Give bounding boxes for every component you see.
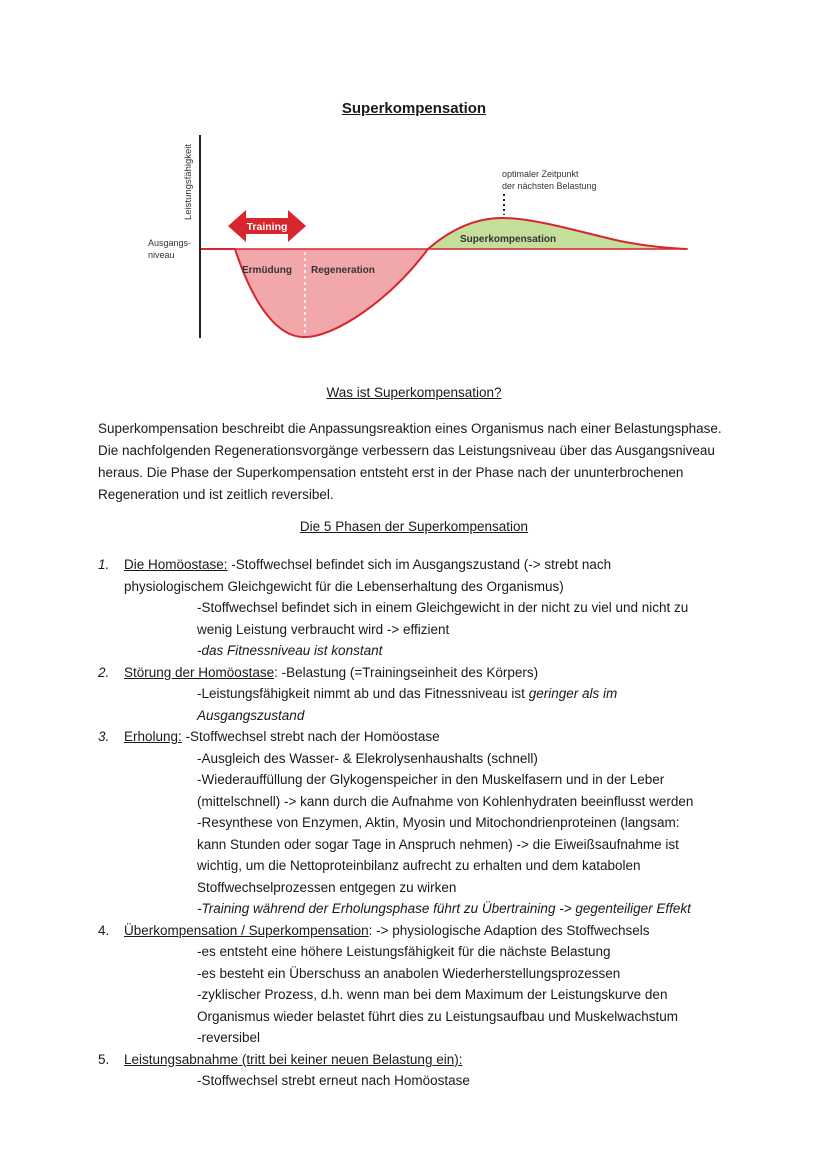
phase-2-title: Störung der Homöostase [124,664,275,680]
phase-5-sub: -Stoffwechsel strebt erneut nach Homöostase [197,1073,470,1088]
phase-4-sub: -es entsteht eine höhere Leistungsfähigkeit für die nächste Belastung [197,944,611,959]
phase-1-sub: wenig Leistung verbraucht wird -> effizient [197,621,450,637]
phase-3-number: 3. [98,729,110,744]
phase-3-sub: kann Stunden oder sogar Tage in Anspruch nehmen) -> die Eiweißsaufnahme ist [197,836,679,852]
y-axis-label: Leistungsfähigkeit [183,143,194,220]
phases-heading: Die 5 Phasen der Superkompensation [299,519,529,534]
phase-2-sub: -Leistungsfähigkeit nimmt ab und das Fitnessniveau ist geringer als im [197,686,618,701]
phase-4-sub: -zyklischer Prozess, d.h. wenn man bei dem Maximum der Leistungskurve den [197,987,668,1002]
phase-2-line: Störung der Homöostase: -Belastung (=Trainingseinheit des Körpers) [124,664,539,680]
phase-4-sub: -reversibel [197,1030,261,1045]
superkompensation-diagram [130,130,700,345]
phase-1-number: 1. [98,557,110,572]
intro-paragraph: Superkompensation beschreibt die Anpassungsreaktion eines Organismus nach einer Belastungsphase. Die nachfolgenden Regenerationsvorgänge verbessern das Leistungsniveau über das Ausgangsniveau heraus. Die Phase der Superkompensation entsteht erst in der Phase nach der ununterbrochenen Regeneration und ist zeitlich reversibel. [98,421,722,502]
phase-3-sub: -Wiederauffüllung der Glykogenspeicher in den Muskelfasern und in der Leber [197,772,665,787]
phase-5-title: Leistungsabnahme (tritt bei keiner neuen Belastung ein): [124,1051,463,1067]
superkompensation-label: Superkompensation [460,234,557,245]
phase-4-title: Überkompensation / Superkompensation [124,922,369,938]
ermuedung-label: Ermüdung [242,265,292,276]
phase-3-sub: (mittelschnell) -> kann durch die Aufnahme von Kohlenhydraten beeinflusst werden [197,793,694,809]
document-title: Superkompensation [341,100,487,117]
phase-1-title: Die Homöostase: [124,557,228,572]
phase-3-title: Erholung: [124,729,182,744]
phase-1-sub-italic: -das Fitnessniveau ist konstant [197,643,383,658]
phase-4-sub: Organismus wieder belastet führt dies zu Leistungsaufbau und Muskelwachstum [197,1008,679,1024]
phase-3-sub: -Ausgleich des Wasser- & Elekrolysenhaushalts (schnell) [197,750,538,766]
phase-3-sub: -Resynthese von Enzymen, Aktin, Myosin und Mitochondrienproteinen (langsam: [197,815,680,830]
phase-3-sub: wichtig, um die Nettoproteinbilanz aufrecht zu erhalten und dem katabolen [197,858,641,873]
phase-3-sub: Stoffwechselprozessen entgegen zu wirken [197,879,457,895]
phase-4-sub: -es besteht ein Überschuss an anabolen Wiederherstellungsprozessen [197,965,621,981]
phase-4-number: 4. [98,922,110,938]
baseline-label-1: Ausgangs- [148,238,192,248]
training-label: Training [246,221,288,233]
phase-3-sub-italic: -Training während der Erholungsphase führt zu Übertraining -> gegenteiliger Effekt [197,901,691,916]
optimal-label-2: der nächsten Belastung [502,181,597,191]
phase-1-cont: physiologischem Gleichgewicht für die Lebenserhaltung des Organismus) [124,578,564,594]
phase-5-line [124,1049,462,1071]
optimal-label-1: optimaler Zeitpunkt [502,169,579,179]
phase-5-number: 5. [98,1051,110,1067]
baseline-label-2: niveau [148,250,175,260]
regeneration-label: Regeneration [311,265,375,276]
phase-1-sub: -Stoffwechsel befindet sich in einem Gleichgewicht in der nicht zu viel und nicht zu [197,600,689,615]
phase-2-sub-italic: Ausgangszustand [197,707,305,723]
phase-2-number: 2. [98,664,110,680]
phase-4-line: Überkompensation / Superkompensation: -> physiologische Adaption des Stoffwechsels [124,922,650,938]
phase-1-line: Die Homöostase: -Stoffwechsel befindet sich im Ausgangszustand (-> strebt nach [124,557,612,572]
fatigue-area [200,249,428,337]
intro-heading: Was ist Superkompensation? [326,385,502,400]
phase-3-line: Erholung: -Stoffwechsel strebt nach der Homöostase [124,729,440,744]
